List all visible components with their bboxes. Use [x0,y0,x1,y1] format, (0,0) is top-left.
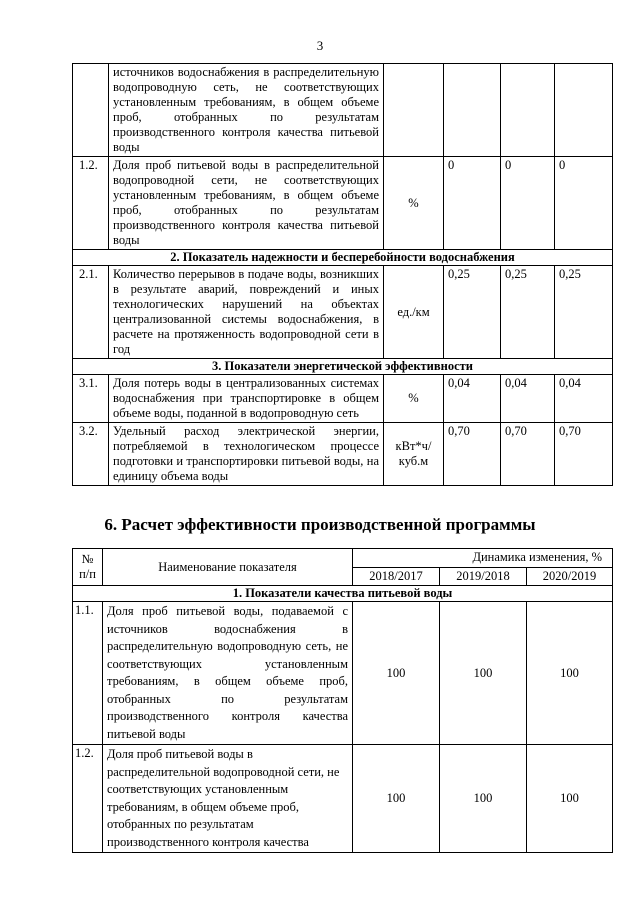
row-value-2: 0,25 [501,266,555,359]
row-num: 3.2. [73,423,109,486]
row-value-3: 0 [555,157,613,250]
row-num: 1.2. [73,745,103,853]
row-value-3: 100 [527,602,613,745]
section-row [73,359,613,375]
table-row [73,602,613,745]
row-num [73,64,109,157]
row-unit: % [384,157,444,250]
row-value-1: 0,70 [444,423,501,486]
row-value-3: 0,25 [555,266,613,359]
section-label: 3. Показатели энергетической эффективности [73,359,613,375]
section-6-title: 6. Расчет эффективности производственной программы [104,515,536,534]
row-value-2 [501,64,555,157]
row-value-2: 100 [440,745,527,853]
row-value-3: 100 [527,745,613,853]
row-name: Доля потерь воды в централизованных системах водоснабжения при транспортировке в общем объеме воды, поданной в водопроводную сеть [109,375,384,423]
row-value-2: 0 [501,157,555,250]
header-year-2: 2019/2018 [440,567,527,586]
row-name: Количество перерывов в подаче воды, возникших в результате аварий, повреждений и иных технологических нарушений на объектах централизованной системы водоснабжения, в расчете на протяженность водопроводной сети в год [109,266,384,359]
header-dynamics: Динамика изменения, % [353,549,613,568]
row-value-3 [555,64,613,157]
section-label: 2. Показатель надежности и бесперебойности водоснабжения [73,250,613,266]
row-value-1 [444,64,501,157]
page-number: 3 [316,38,324,53]
section-label: 1. Показатели качества питьевой воды [73,586,613,602]
table-row [73,157,613,250]
row-name: Доля проб питьевой воды в распределительной водопроводной сети, не соответствующих установленным требованиям, в общем объеме проб, отобранных по результатам производственного контроля качества [103,745,353,853]
row-name: Удельный расход электрической энергии, потребляемой в технологическом процессе подготовки и транспортировки питьевой воды, на единицу объема воды [109,423,384,486]
row-unit: кВт*ч/ куб.м [384,423,444,486]
table-row [73,64,613,157]
indicators-table [72,63,613,486]
row-value-3: 0,70 [555,423,613,486]
row-value-1: 0,04 [444,375,501,423]
header-num: № п/п [73,549,103,586]
table-row [73,375,613,423]
row-num: 1.1. [73,602,103,745]
row-num: 3.1. [73,375,109,423]
header-year-3: 2020/2019 [527,567,613,586]
header-name: Наименование показателя [103,549,353,586]
row-value-1: 100 [353,602,440,745]
row-value-3: 0,04 [555,375,613,423]
row-unit: ед./км [384,266,444,359]
row-value-1: 100 [353,745,440,853]
row-num: 2.1. [73,266,109,359]
row-num: 1.2. [73,157,109,250]
table-row [73,745,613,853]
row-value-2: 100 [440,602,527,745]
section-row [73,586,613,602]
section-row [73,250,613,266]
row-value-1: 0,25 [444,266,501,359]
row-unit: % [384,375,444,423]
row-unit [384,64,444,157]
row-name: Доля проб питьевой воды в распределительной водопроводной сети, не соответствующих установленным требованиям, в общем объеме проб, отобранных по результатам производственного контроля качества питьевой воды [109,157,384,250]
row-value-2: 0,04 [501,375,555,423]
header-year-1: 2018/2017 [353,567,440,586]
row-name: Доля проб питьевой воды, подаваемой с источников водоснабжения в распределительную водопроводную сеть, не соответствующих установленным требованиям, в общем объеме проб, отобранных по результатам производственного контроля качества питьевой воды [103,602,353,745]
table-row [73,266,613,359]
row-name: источников водоснабжения в распределительную водопроводную сеть, не соответствующих установленным требованиям, в общем объеме проб, отобранных по результатам производственного контроля качества питьевой воды [109,64,384,157]
row-value-1: 0 [444,157,501,250]
efficiency-table [72,548,613,853]
table-row [73,423,613,486]
header-row [73,549,613,568]
row-value-2: 0,70 [501,423,555,486]
